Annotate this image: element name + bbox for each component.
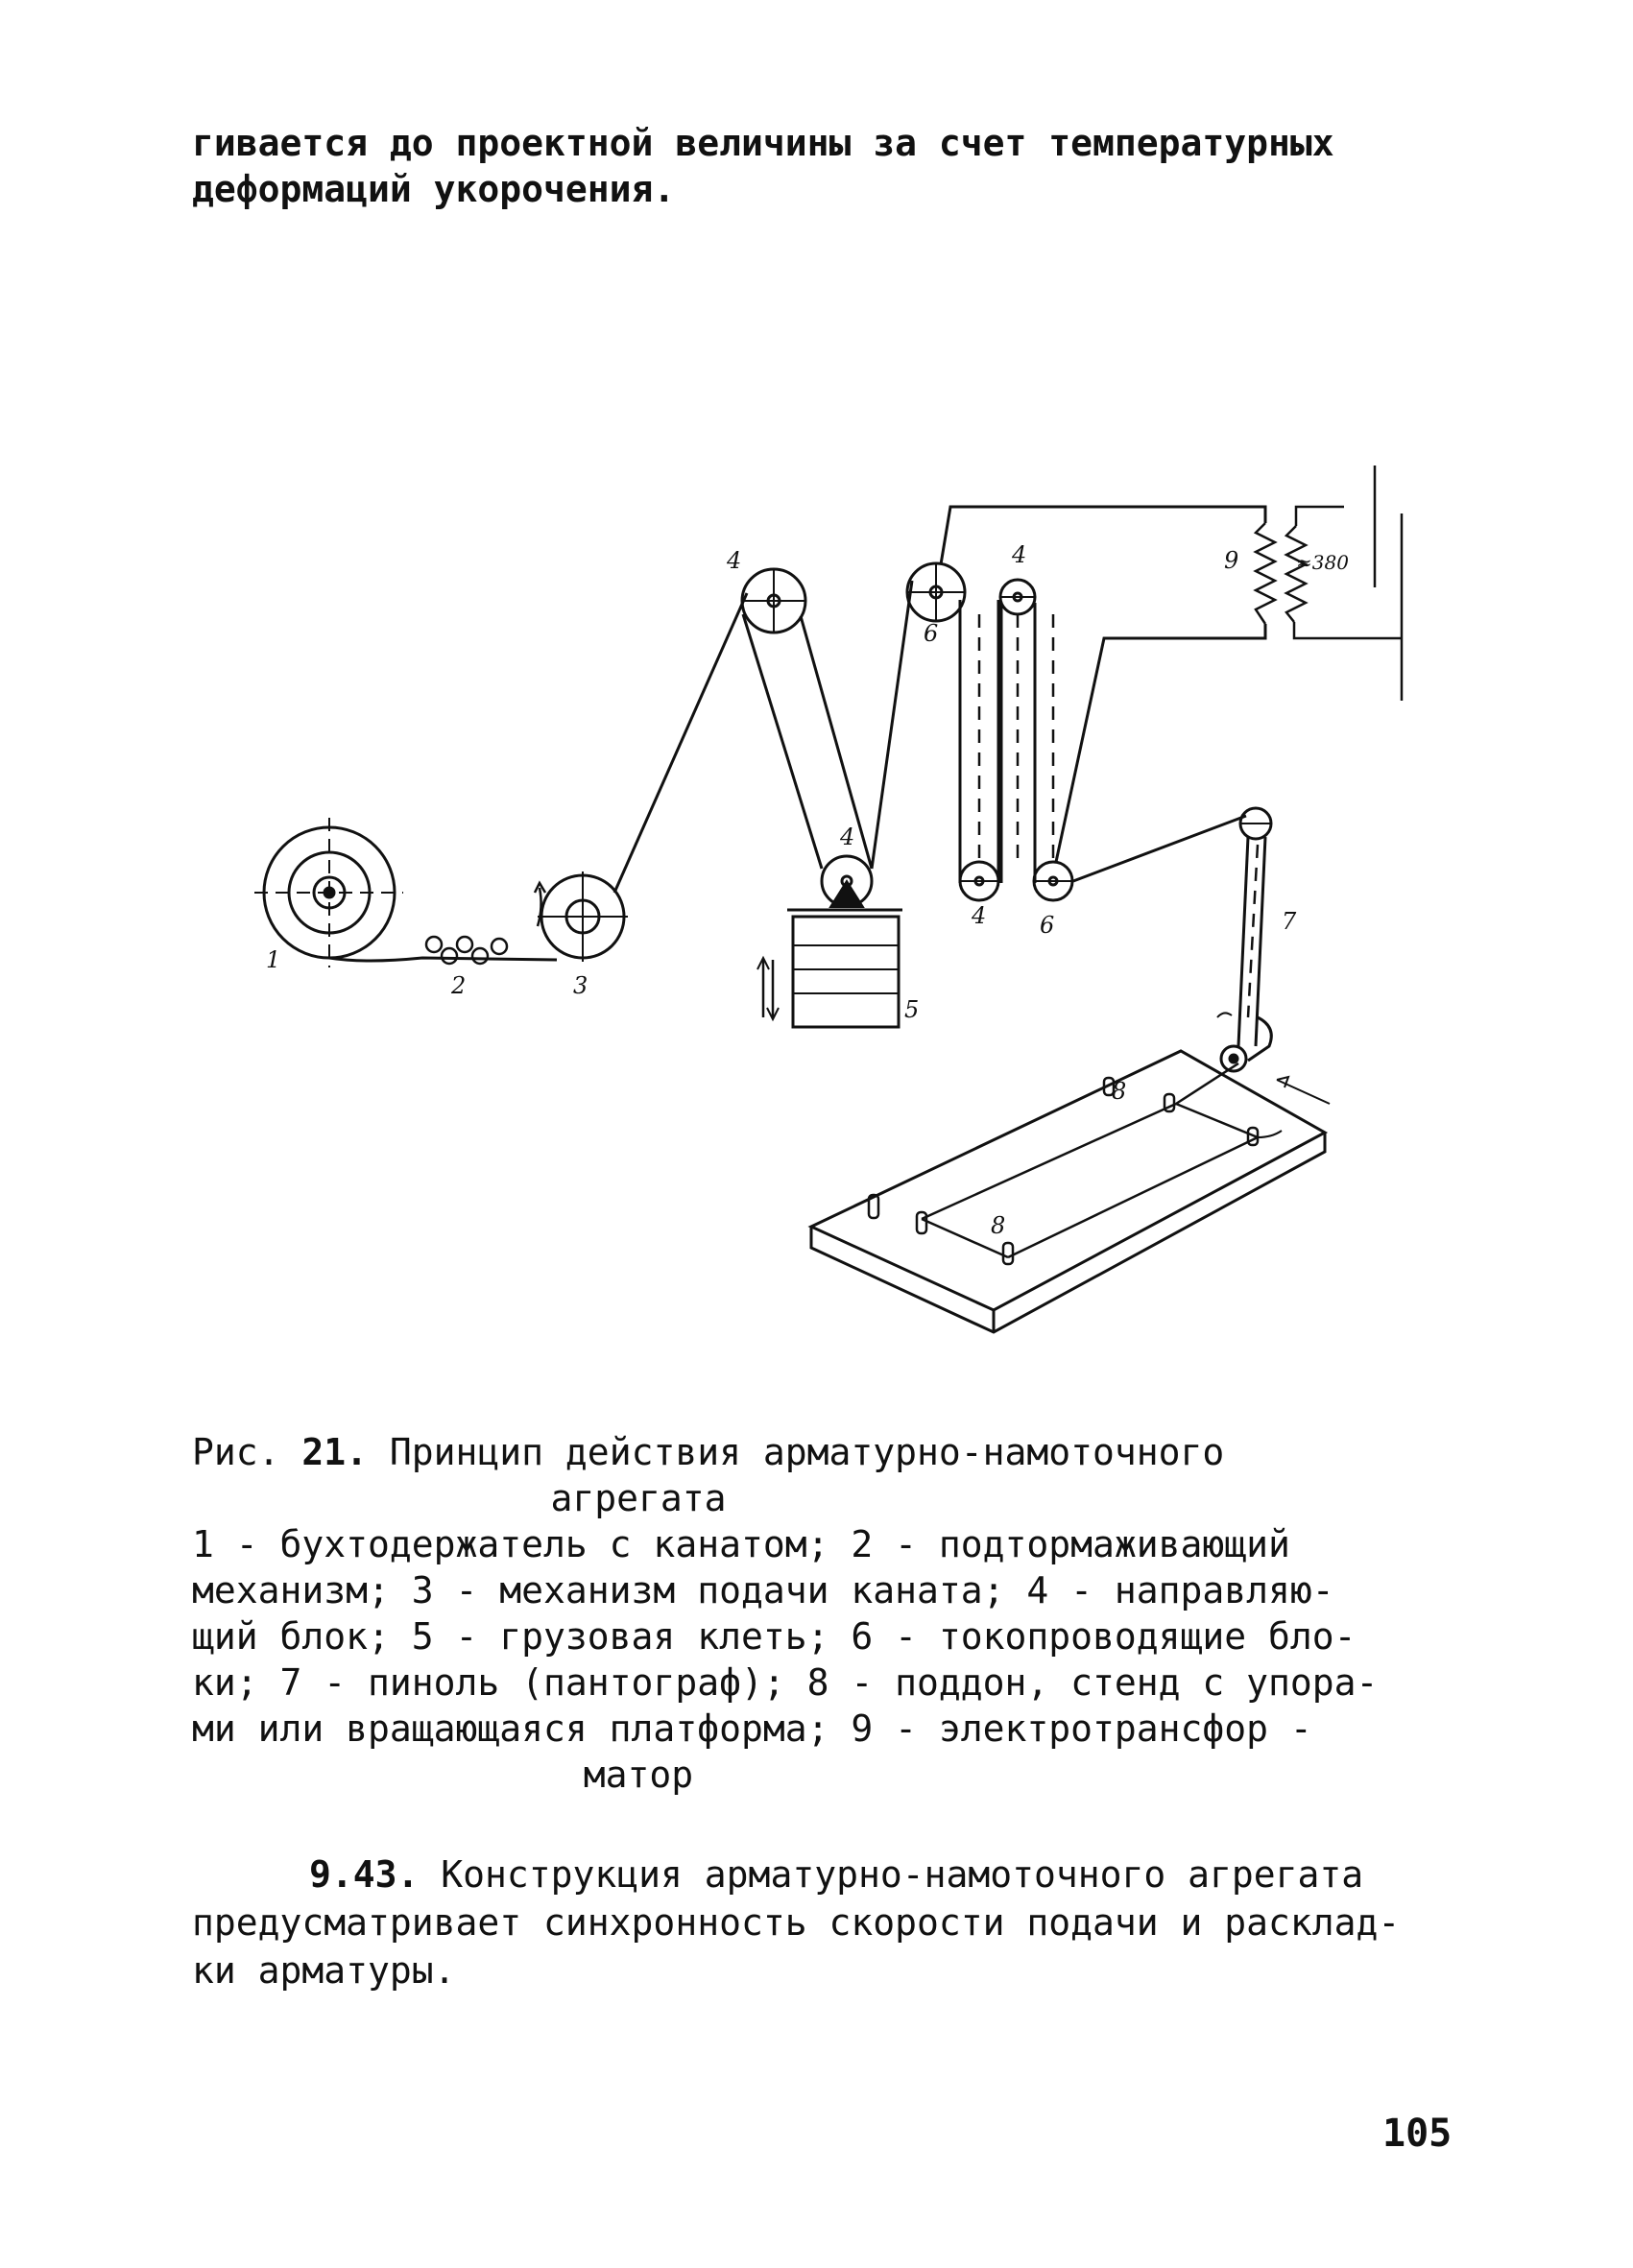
caption-number: 21.	[301, 1431, 369, 1473]
guide-block-4	[742, 569, 805, 633]
feed-mechanism-3	[535, 871, 628, 962]
label-3: 3	[573, 972, 588, 999]
figure-caption-title-cont: агрегата	[550, 1477, 727, 1519]
intro-line-1: гивается до проектной величины за счет температурных	[192, 122, 1334, 164]
legend-line: механизм; 3 - механизм подачи каната; 4 - направляю-	[192, 1569, 1334, 1611]
label-voltage: ≈380	[1296, 551, 1349, 574]
legend-line: щий блок; 5 - грузовая клеть; 6 - токопроводящие бло-	[192, 1615, 1357, 1658]
caption-prefix: Рис.	[192, 1431, 302, 1473]
label-6-top: 6	[924, 620, 939, 647]
label-4-top: 4	[727, 547, 742, 574]
conductive-block-6	[907, 563, 965, 621]
rope-segment	[872, 581, 912, 869]
label-2: 2	[451, 972, 467, 999]
legend-line: ки; 7 - пиноль (пантограф); 8 - поддон, стенд с упора-	[192, 1661, 1379, 1704]
label-9: 9	[1224, 547, 1239, 574]
quill-pantograph-7	[1217, 808, 1330, 1104]
guide-block-4-lower	[822, 856, 872, 907]
label-8-back: 8	[1112, 1078, 1127, 1105]
label-4-right: 4	[1012, 541, 1027, 568]
label-8-front: 8	[991, 1212, 1006, 1239]
paragraph-line-1-text: Конструкция арматурно-намоточного агрегата	[419, 1853, 1364, 1896]
coil-holder-1	[254, 818, 403, 967]
legend-line: 1 - бухтодержатель с канатом; 2 - подтормаживающий	[192, 1523, 1290, 1565]
pallet-stand-8	[811, 1051, 1325, 1332]
label-4-bottom: 4	[972, 902, 987, 929]
paragraph-number: 9.43.	[309, 1853, 420, 1896]
label-1: 1	[266, 946, 281, 973]
guide-block-4-upper-right	[1000, 580, 1035, 614]
intro-line-2: деформаций укорочения.	[192, 168, 676, 210]
legend-line: ми или вращающаяся платформа; 9 - электротрансфор -	[192, 1707, 1312, 1750]
conductive-block-6-bottom	[1034, 862, 1072, 900]
rope-segment	[1073, 816, 1246, 881]
cargo-cage-5	[757, 910, 902, 1027]
rope-segment	[614, 593, 747, 893]
legend-line: матор	[583, 1754, 694, 1796]
paragraph-line-1	[309, 1852, 1363, 1897]
guide-block-4-bottom	[960, 862, 998, 900]
figure-caption-title	[192, 1430, 1224, 1474]
label-5: 5	[904, 996, 920, 1023]
label-4-cage: 4	[840, 824, 855, 850]
caption-title-text: Принцип действия арматурно-намоточного	[368, 1431, 1225, 1473]
label-6-bottom: 6	[1040, 912, 1055, 939]
transformer-9	[1256, 466, 1402, 701]
paragraph-line-2: предусматривает синхронность скорости подачи и расклад-	[192, 1901, 1401, 1944]
label-7: 7	[1282, 908, 1297, 935]
paragraph-line-3: ки арматуры.	[192, 1949, 456, 1992]
page-number: 105	[1382, 2112, 1453, 2156]
